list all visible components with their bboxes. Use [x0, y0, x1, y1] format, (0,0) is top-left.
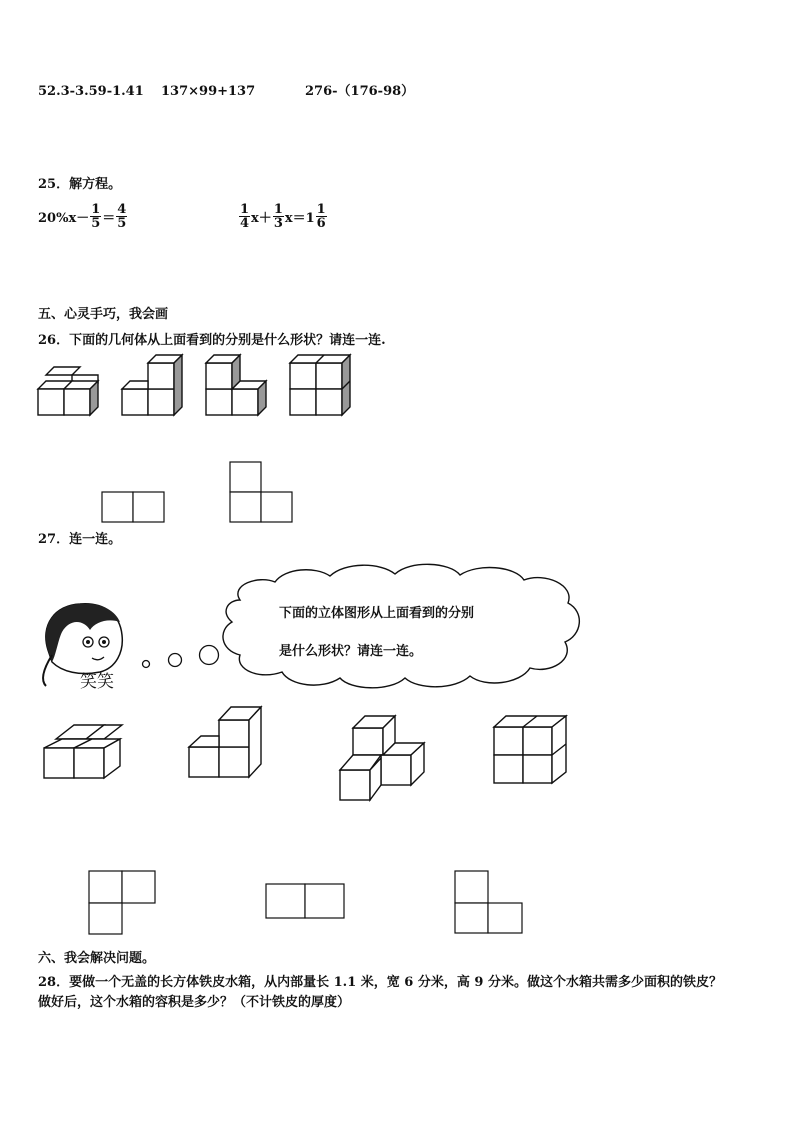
- section-5-title: 五、心灵手巧，我会画: [38, 307, 169, 322]
- eq1-equals: ＝: [102, 211, 116, 226]
- q27-title: 27．连一连。: [38, 532, 122, 547]
- eq2-fraction-2: $\frac{1}{3}$: [273, 202, 283, 231]
- q27-solid-4: [494, 716, 566, 783]
- q25-title: 25．解方程。: [38, 177, 122, 192]
- q27-solid-2: [189, 707, 261, 777]
- eq2-x-plus: x＋: [251, 211, 272, 226]
- q27-solid-1: [44, 725, 122, 778]
- q27-top-view-3: [455, 871, 522, 933]
- q28-line-2: 做好后，这个水箱的容积是多少？（不计铁皮的厚度）: [38, 995, 351, 1010]
- eq1-prefix: 20%x－: [38, 211, 90, 226]
- girl-caption: 笑笑: [80, 672, 114, 692]
- q28-line-1: 28．要做一个无盖的长方体铁皮水箱，从内部量长 1.1 米，宽 6 分米，高 9 分米。做这个水箱共需多少面积的铁皮？: [38, 975, 722, 990]
- section-6-title: 六、我会解决问题。: [38, 951, 156, 966]
- eq2-fraction-3: $\frac{1}{6}$: [316, 202, 326, 231]
- cloud-text-line-2: 是什么形状？请连一连。: [279, 644, 423, 659]
- q27-top-view-1: [89, 871, 155, 934]
- q26-title: 26．下面的几何体从上面看到的分别是什么形状？请连一连.: [38, 333, 386, 348]
- calc-expr-3: 276-（176-98）: [305, 84, 415, 99]
- calc-expr-2: 137×99+137: [161, 84, 256, 99]
- cloud-text-line-1: 下面的立体图形从上面看到的分别: [279, 606, 475, 621]
- q27-top-view-2: [266, 884, 344, 918]
- q27-solid-3: [340, 716, 424, 800]
- calc-expr-1: 52.3-3.59-1.41: [38, 84, 144, 99]
- eq2-fraction-1: $\frac{1}{4}$: [240, 202, 250, 231]
- eq1-fraction-2: $\frac{4}{5}$: [117, 202, 127, 231]
- eq2-x-equals: x＝1: [284, 211, 315, 226]
- eq1-fraction-1: $\frac{1}{5}$: [91, 202, 101, 231]
